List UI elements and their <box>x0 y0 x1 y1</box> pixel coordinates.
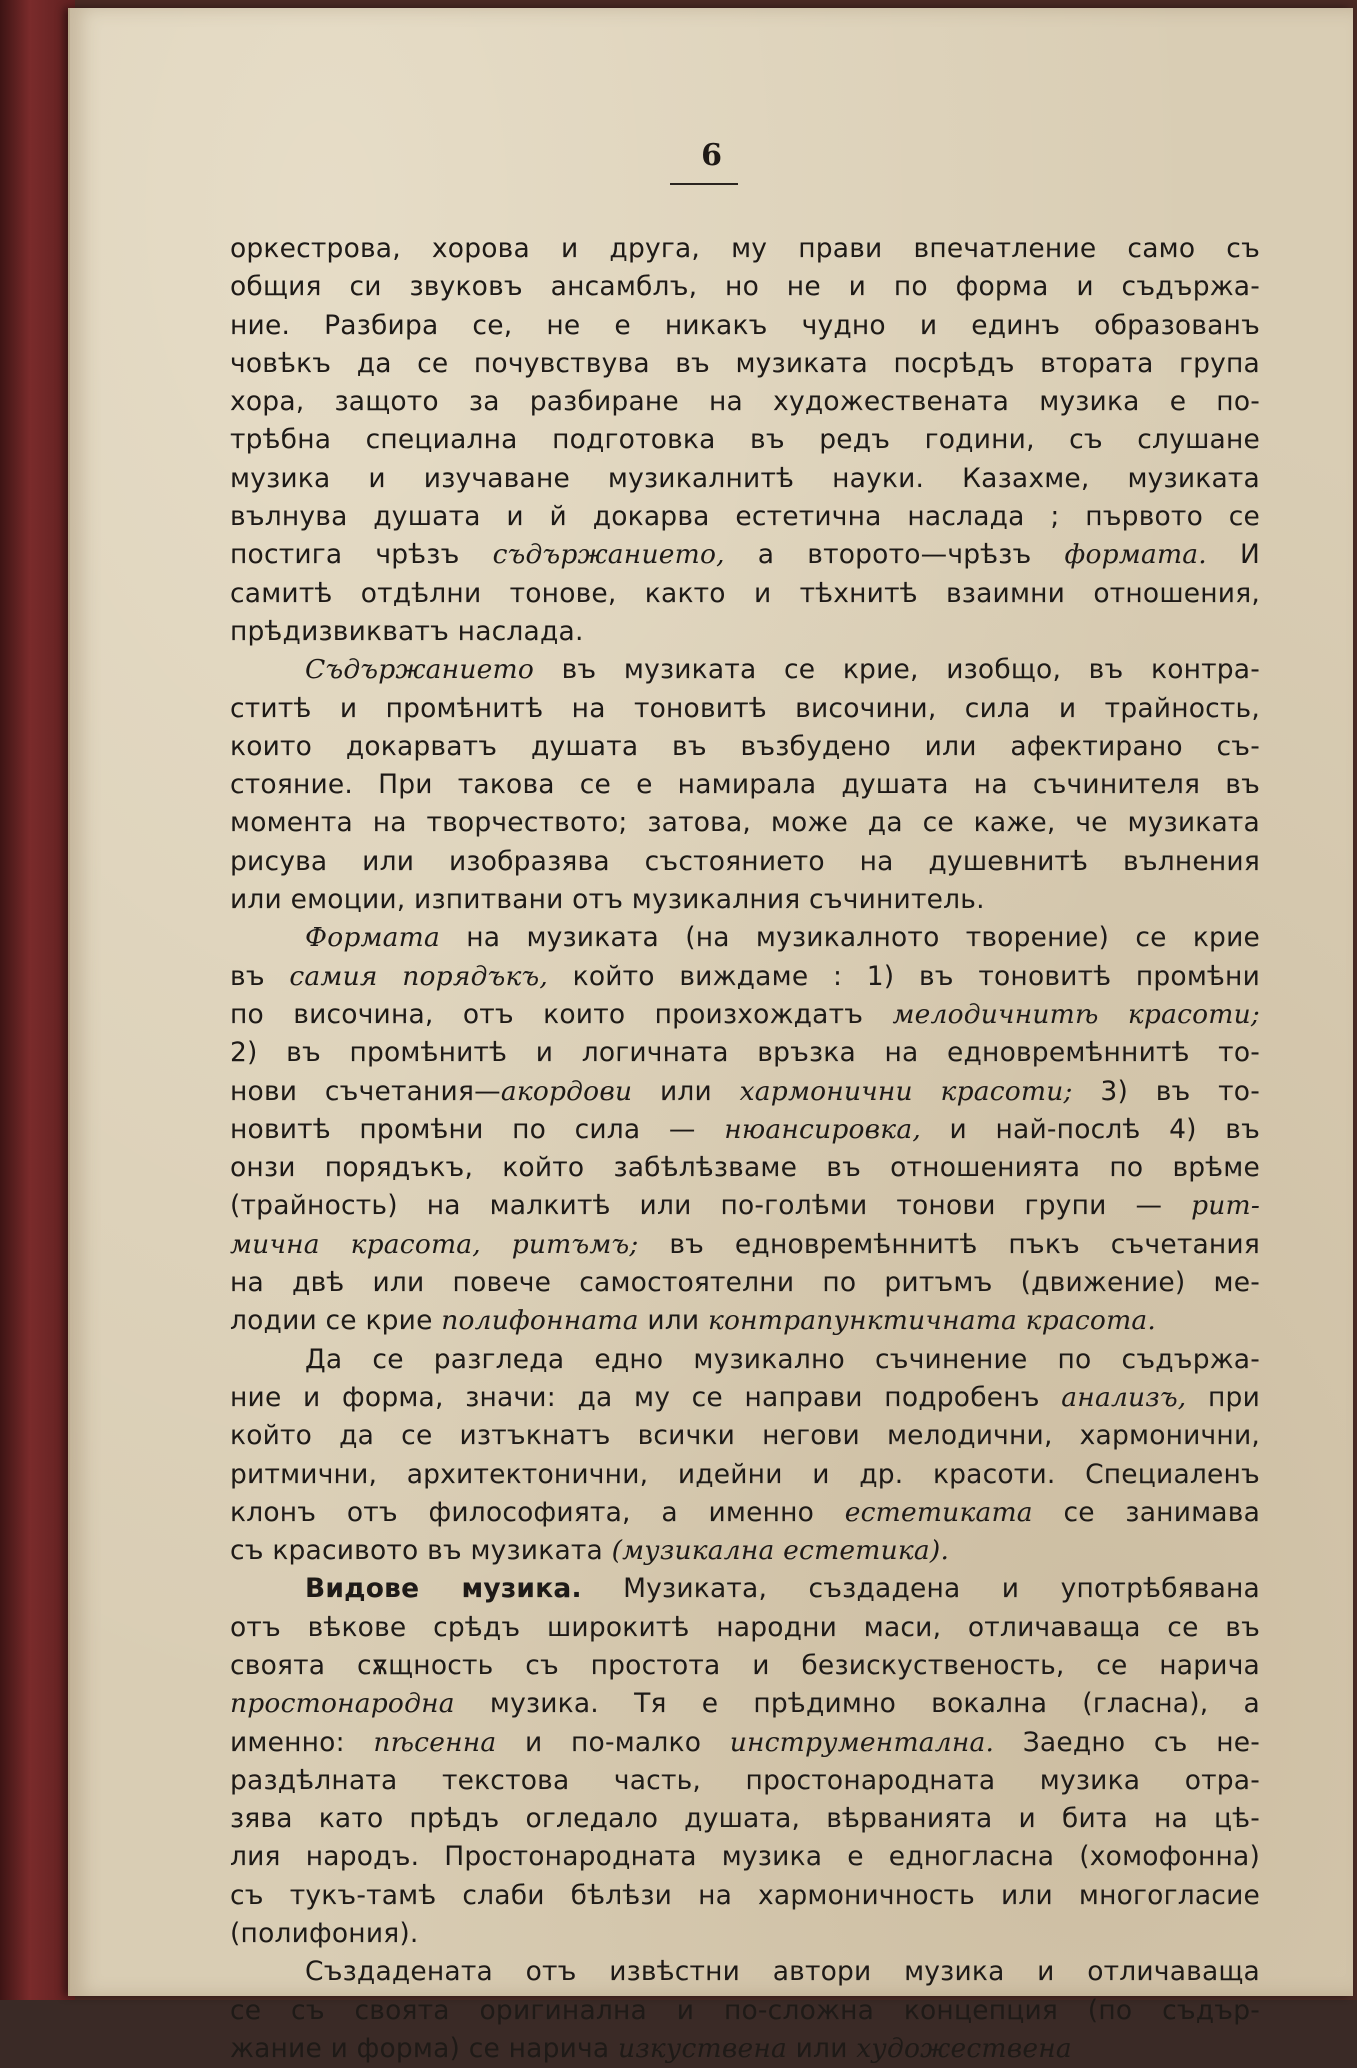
text-line <box>230 1034 1260 1072</box>
text-line <box>230 728 1260 766</box>
book-page <box>68 8 1353 2064</box>
text-run: въ музиката се крие, изобщо, въ контра- <box>533 654 1260 686</box>
text-line <box>230 1494 1260 1532</box>
text-run: или <box>638 1305 708 1337</box>
page-number: 6 <box>701 138 722 173</box>
text-line <box>230 1762 1260 1800</box>
italic-term: самия порядъкъ, <box>289 960 548 992</box>
italic-term: анализъ, <box>1061 1381 1187 1413</box>
text-run: съ красивото въ музиката <box>230 1535 612 1567</box>
italic-term: естетиката <box>844 1496 1033 1528</box>
text-line <box>230 1456 1260 1494</box>
text-run: съ тукъ-тамѣ слаби бѣлѣзи на хармоничность или многогласие <box>230 1879 1260 1911</box>
text-run: а второто—чрѣзъ <box>724 539 1065 571</box>
text-run: въ едновремѣннитѣ пъкъ съчетания <box>638 1228 1260 1260</box>
text-run: ние. Разбира се, не е никакъ чудно и единъ образованъ <box>230 309 1260 341</box>
italic-term: пѣсенна <box>373 1726 497 1758</box>
text-line <box>230 1915 1260 1953</box>
text-run: или <box>632 1075 740 1107</box>
text-line <box>230 498 1260 536</box>
text-run: лодии се крие <box>230 1305 442 1337</box>
text-line <box>230 345 1260 383</box>
text-line <box>230 421 1260 459</box>
text-run: който да се изтъкнатъ всички негови мелодични, хармонични, <box>230 1420 1260 1452</box>
text-run: (трайность) на малкитѣ или по-голѣми тонови групи — <box>230 1190 1192 1222</box>
text-line <box>230 1647 1260 1685</box>
text-run: ститѣ и промѣнитѣ на тоновитѣ височини, сила и трайность, <box>230 692 1260 724</box>
text-run: новитѣ промѣни по сила — <box>230 1113 725 1145</box>
text-run: или <box>787 2032 857 2064</box>
text-line <box>230 919 1260 957</box>
text-line <box>230 1264 1260 1302</box>
text-run: онзи порядъкъ, който забѣлѣзваме въ отношенията по врѣме <box>230 1152 1260 1184</box>
text-line <box>230 1226 1260 1264</box>
text-line <box>230 1953 1260 1991</box>
italic-term: мична красота, ритъмъ; <box>230 1228 639 1260</box>
text-run: въ <box>230 960 290 992</box>
text-line <box>230 1149 1260 1187</box>
text-run: по височина, отъ които произхождатъ <box>230 998 893 1030</box>
paragraph <box>230 1341 1260 1571</box>
text-line <box>230 460 1260 498</box>
italic-term: контрапунктичната красота. <box>707 1305 1157 1337</box>
italic-term: полифонната <box>441 1305 639 1337</box>
text-line <box>230 1570 1260 1608</box>
text-line <box>230 1111 1260 1149</box>
book-binding <box>0 0 75 2000</box>
text-line <box>230 996 1260 1034</box>
text-run: Създадената отъ извѣстни автори музика и отличаваща <box>305 1956 1260 1988</box>
paragraph <box>230 1570 1260 1953</box>
text-run: Музиката, създадена и употрѣбявана <box>581 1573 1260 1605</box>
text-line <box>230 1992 1260 2030</box>
text-line <box>230 1187 1260 1225</box>
text-run: ритмични, архитектонични, идейни и др. красоти. Специаленъ <box>230 1458 1260 1490</box>
text-run: ние и форма, значи: да му се направи подробенъ <box>230 1381 1062 1413</box>
text-line <box>230 1379 1260 1417</box>
text-line <box>230 843 1260 881</box>
text-run: хора, защото за разбиране на художествената музика е по- <box>230 386 1260 418</box>
paragraph <box>230 230 1260 651</box>
italic-term: инструментална. <box>729 1726 995 1758</box>
text-run: вълнува душата и й докарва естетична наслада ; първото се <box>230 501 1260 533</box>
italic-term: изкуствена <box>617 2032 788 2064</box>
text-line <box>230 651 1260 689</box>
text-line <box>230 613 1260 651</box>
text-line <box>230 958 1260 996</box>
text-line <box>230 1877 1260 1915</box>
text-line <box>230 2030 1260 2068</box>
text-run: рисува или изобразява състоянието на душевнитѣ вълнения <box>230 845 1260 877</box>
text-line <box>230 1417 1260 1455</box>
text-run: зява като прѣдъ огледало душата, вѣрванията и бита на цѣ- <box>230 1803 1260 1835</box>
text-line <box>230 804 1260 842</box>
italic-term: съдържанието, <box>492 539 725 571</box>
text-line <box>230 230 1260 268</box>
text-run: музика. Тя е прѣдимно вокална (гласна), а <box>454 1688 1260 1720</box>
section-heading: Видове музика. <box>305 1573 582 1605</box>
text-line <box>230 690 1260 728</box>
text-run: лия народъ. Простонародната музика е едногласна (хомофонна) <box>230 1841 1260 1873</box>
page-number-rule <box>670 183 738 185</box>
text-run: клонъ отъ философията, а именно <box>230 1496 845 1528</box>
text-run: именно: <box>230 1726 374 1758</box>
text-run: 2) въ промѣнитѣ и логичната връзка на едновремѣннитѣ то- <box>230 1037 1260 1069</box>
paragraph <box>230 919 1260 1340</box>
paragraph <box>230 1953 1260 2068</box>
italic-term: формата. <box>1064 539 1207 571</box>
text-run: самитѣ отдѣлни тонове, както и тѣхнитѣ взаимни отношения, <box>230 577 1260 609</box>
text-line <box>230 1609 1260 1647</box>
text-run: своята сѫщность съ простота и безискуственость, се нарича <box>230 1649 1260 1681</box>
text-line <box>230 1341 1260 1379</box>
italic-term: художествена <box>856 2032 1072 2064</box>
italic-term: хармонични красоти; <box>739 1075 1073 1107</box>
text-line <box>230 307 1260 345</box>
paragraph <box>230 651 1260 919</box>
text-line <box>230 1302 1260 1340</box>
text-run: които докарватъ душата въ възбудено или афектирано съ- <box>230 730 1260 762</box>
italic-term: Формата <box>305 922 441 954</box>
text-run: жание и форма) се нарича <box>230 2032 618 2064</box>
text-run: на музиката (на музикалното творение) се крие <box>440 922 1260 954</box>
text-line <box>230 575 1260 613</box>
body-text <box>230 230 1260 2068</box>
text-line <box>230 1685 1260 1723</box>
text-line <box>230 536 1260 574</box>
text-line <box>230 1532 1260 1570</box>
text-run: 3) въ то- <box>1072 1075 1260 1107</box>
text-run: човѣкъ да се почувствува въ музиката посрѣдъ втората група <box>230 347 1260 379</box>
text-run: на двѣ или повече самостоятелни по ритъмъ (движение) ме- <box>230 1267 1260 1299</box>
italic-term: (музикална естетика). <box>611 1535 950 1567</box>
text-run: Да се разгледа едно музикално съчинение по съдържа- <box>305 1343 1260 1375</box>
italic-term: акордови <box>500 1075 633 1107</box>
text-run: оркестрова, хорова и друга, му прави впечатление само съ <box>230 233 1260 264</box>
text-run: постига чрѣзъ <box>230 539 493 571</box>
italic-term: нюансировка, <box>724 1113 921 1145</box>
text-run: момента на творчеството; затова, може да се каже, че музиката <box>230 807 1260 839</box>
italic-term: Съдържанието <box>305 654 534 686</box>
text-run: или емоции, изпитвани отъ музикалния съчинитель. <box>230 884 985 916</box>
text-run: и по-малко <box>496 1726 730 1758</box>
text-run: отъ вѣкове срѣдъ широкитѣ народни маси, отличаваща се въ <box>230 1611 1260 1643</box>
text-line <box>230 1724 1260 1762</box>
text-run: музика и изучаване музикалнитѣ науки. Казахме, музиката <box>230 462 1260 494</box>
text-run: И <box>1206 539 1260 571</box>
text-run: и най-послѣ 4) въ <box>920 1113 1261 1145</box>
italic-term: простонародна <box>230 1688 455 1720</box>
text-line <box>230 766 1260 804</box>
text-run: трѣбна специална подготовка въ редъ години, съ слушане <box>230 424 1260 456</box>
text-run: се занимава <box>1032 1496 1261 1528</box>
text-line <box>230 268 1260 306</box>
text-line <box>230 1073 1260 1111</box>
text-line <box>230 1838 1260 1876</box>
text-run: при <box>1186 1381 1260 1413</box>
text-run: нови съчетания— <box>230 1075 501 1107</box>
text-run: (полифония). <box>230 1918 419 1950</box>
italic-term: рит- <box>1191 1190 1260 1222</box>
text-line <box>230 383 1260 421</box>
text-line <box>230 881 1260 919</box>
text-run: раздѣлната текстова часть, простонародната музика отра- <box>230 1764 1260 1796</box>
text-run: прѣдизвикватъ наслада. <box>230 615 584 647</box>
text-run: стояние. При такова се е намирала душата на съчинителя въ <box>230 769 1260 801</box>
text-line <box>230 1800 1260 1838</box>
text-run: общия си звуковъ ансамблъ, но не и по форма и съдържа- <box>230 271 1260 303</box>
italic-term: мелодичнитѣ красоти; <box>892 998 1260 1030</box>
text-run: се съ своята оригинална и по-сложна концепция (по съдър- <box>230 1994 1260 2026</box>
text-run: Заедно съ не- <box>994 1726 1260 1758</box>
text-run: който виждаме : 1) въ тоновитѣ промѣни <box>547 960 1260 992</box>
